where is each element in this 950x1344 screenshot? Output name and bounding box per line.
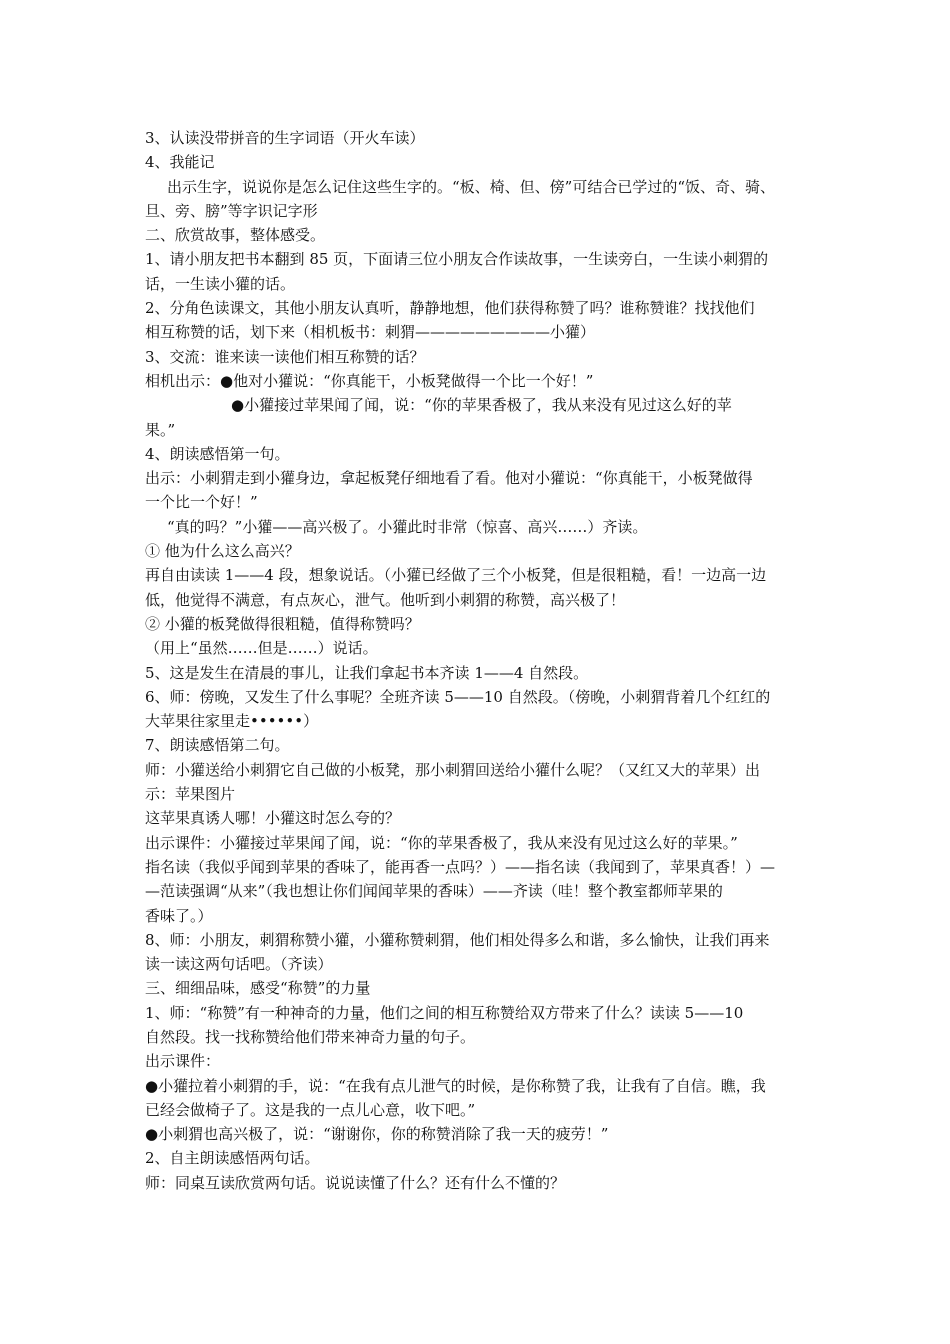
text-line: 这苹果真诱人哪！小獾这时怎么夸的？ [145, 809, 401, 828]
text-line: 指名读（我似乎闻到苹果的香味了，能再香一点吗？）——指名读（我闻到了，苹果真香！）— [145, 857, 776, 876]
text-line: 一个比一个好！” [145, 493, 258, 512]
text-line: 出示生字，说说你是怎么记住这些生字的。“板、椅、但、傍”可结合已学过的“饭、奇、骑、 [167, 177, 776, 196]
text-line: 2、分角色读课文，其他小朋友认真听，静静地想，他们获得称赞了吗？谁称赞谁？找找他们 [145, 299, 755, 318]
text-line: 低，他觉得不满意，有点灰心，泄气。他听到小刺猬的称赞，高兴极了！ [145, 590, 626, 609]
text-line: 出示课件：小獾接过苹果闻了闻，说：“你的苹果香极了，我从来没有见过这么好的苹果。” [145, 833, 738, 852]
text-line: —范读强调“从来”（我也想让你们闻闻苹果的香味）——齐读（哇！整个教室都师苹果的 [145, 882, 723, 901]
text-line: 4、朗读感悟第一句。 [145, 444, 290, 463]
text-line: （用上“虽然……但是……）说话。 [145, 639, 378, 658]
text-line: 6、师：傍晚，又发生了什么事呢？全班齐读 5——10 自然段。（傍晚，小刺猬背着几个红红的 [145, 687, 771, 706]
text-line: 再自由读读 1——4 段，想象说话。（小獾已经做了三个小板凳，但是很粗糙，看！一边高一边 [145, 566, 767, 585]
text-line: 示：苹果图片 [145, 785, 236, 804]
text-line: 已经会做椅子了。这是我的一点儿心意，收下吧。” [145, 1100, 476, 1119]
text-line: 出示课件： [145, 1052, 221, 1071]
text-line: 7、朗读感悟第二句。 [145, 736, 290, 755]
text-line: 1、师：“称赞”有一种神奇的力量，他们之间的相互称赞给双方带来了什么？读读 5——10 [145, 1003, 744, 1022]
text-line: 旦、旁、膀”等字识记字形 [145, 201, 318, 220]
text-line: 2、自主朗读感悟两句话。 [145, 1149, 320, 1168]
text-line: 相机出示：●他对小獾说：“你真能干，小板凳做得一个比一个好！” [145, 371, 594, 390]
text-line: 8、师：小朋友，刺猬称赞小獾，小獾称赞刺猬，他们相处得多么和谐，多么愉快，让我们再来 [145, 930, 770, 949]
text-line: 大苹果往家里走••••••） [145, 712, 319, 731]
text-line: 出示：小刺猬走到小獾身边，拿起板凳仔细地看了看。他对小獾说：“你真能干，小板凳做得 [145, 469, 753, 488]
text-line: 1、请小朋友把书本翻到 85 页，下面请三位小朋友合作读故事，一生读旁白，一生读小刺猬的 [145, 250, 769, 269]
text-line: ① 他为什么这么高兴？ [145, 542, 300, 561]
section-heading: 二、欣赏故事，整体感受。 [145, 226, 326, 245]
text-line: 自然段。找一找称赞给他们带来神奇力量的句子。 [145, 1027, 476, 1046]
text-line: 果。” [145, 420, 176, 439]
text-line: ●小獾接过苹果闻了闻，说：“你的苹果香极了，我从来没有见过这么好的苹 [231, 396, 732, 415]
text-line: “真的吗？”小獾——高兴极了。小獾此时非常（惊喜、高兴……）齐读。 [167, 517, 648, 536]
text-line: ●小獾拉着小刺猬的手，说：“在我有点儿泄气的时候，是你称赞了我，让我有了自信。瞧，我 [145, 1076, 766, 1095]
text-line: ●小刺猬也高兴极了，说：“谢谢你，你的称赞消除了我一天的疲劳！” [145, 1125, 609, 1144]
text-line: ② 小獾的板凳做得很粗糙，值得称赞吗？ [145, 614, 420, 633]
text-line: 师：同桌互读欣赏两句话。说说读懂了什么？还有什么不懂的？ [145, 1173, 566, 1192]
text-line: 读一读这两句话吧。（齐读） [145, 955, 333, 974]
text-line: 5、这是发生在清晨的事儿，让我们拿起书本齐读 1——4 自然段。 [145, 663, 589, 682]
text-line: 4、我能记 [145, 153, 215, 172]
text-line: 香味了。） [145, 906, 213, 925]
text-line: 话，一生读小獾的话。 [145, 274, 296, 293]
text-line: 相互称赞的话，划下来（相机板书：刺猬—————————小獾） [145, 323, 596, 342]
text-line: 师：小獾送给小刺猬它自己做的小板凳，那小刺猬回送给小獾什么呢？（又红又大的苹果）出 [145, 760, 761, 779]
document-body [145, 126, 813, 1195]
text-line: 3、认读没带拼音的生字词语（开火车读） [145, 129, 425, 147]
section-heading: 三、细细品味，感受“称赞”的力量 [145, 979, 371, 998]
text-line: 3、交流：谁来读一读他们相互称赞的话？ [145, 347, 425, 366]
